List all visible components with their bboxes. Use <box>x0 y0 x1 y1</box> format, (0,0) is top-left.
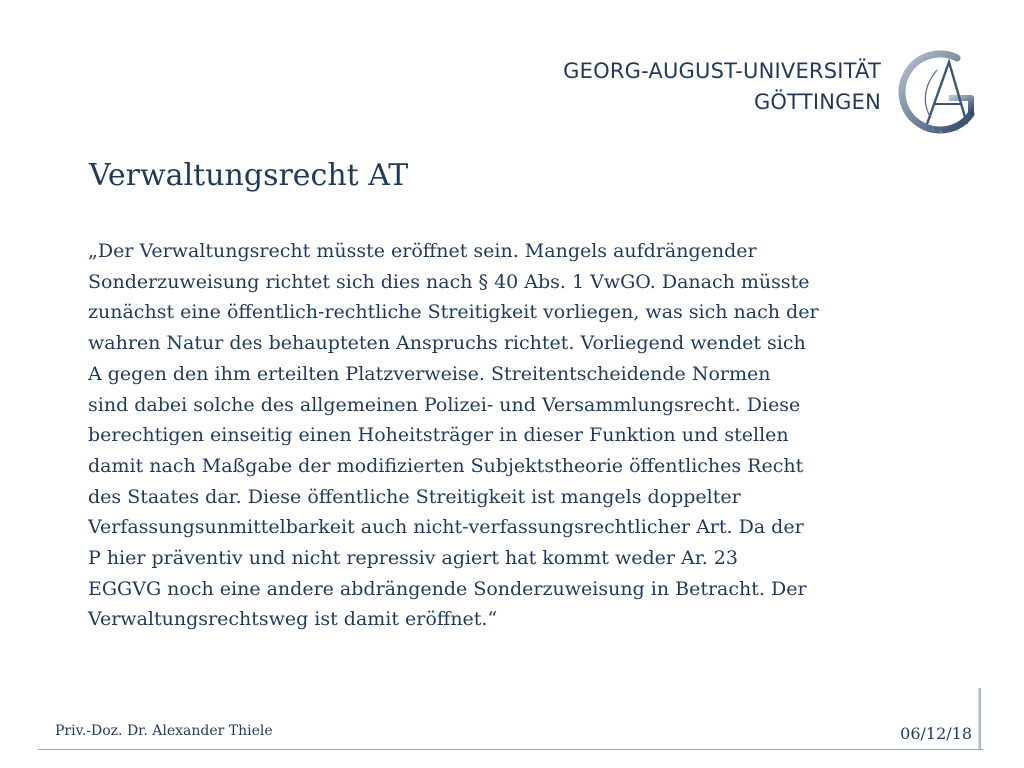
slide-title: Verwaltungsrecht AT <box>89 158 409 193</box>
quote-body <box>88 236 958 635</box>
university-name <box>563 56 881 118</box>
quote-line: wahren Natur des behaupteten Anspruchs richtet. Vorliegend wendet sich <box>88 332 806 355</box>
footer-divider <box>38 749 983 750</box>
university-name-line2: GÖTTINGEN <box>753 90 881 114</box>
footer-vertical-divider <box>978 688 981 750</box>
quote-line: Verfassungsunmittelbarkeit auch nicht-verfassungsrechtlicher Art. Da der <box>88 516 804 539</box>
footer-author: Priv.-Doz. Dr. Alexander Thiele <box>55 723 273 739</box>
quote-line: A gegen den ihm erteilten Platzverweise. Streitentscheidende Normen <box>88 362 771 385</box>
quote-line: EGGVG noch eine andere abdrängende Sonderzuweisung in Betracht. Der <box>88 577 807 600</box>
quote-line: sind dabei solche des allgemeinen Polizei- und Versammlungsrecht. Diese <box>88 393 801 416</box>
quote-line: P hier präventiv und nicht repressiv agiert hat kommt weder Ar. 23 <box>88 547 738 570</box>
quote-line: „Der Verwaltungsrecht müsste eröffnet sein. Mangels aufdrängender <box>88 240 757 262</box>
quote-line: damit nach Maßgabe der modifizierten Subjektstheorie öffentliches Recht <box>88 454 804 477</box>
quote-line: zunächst eine öffentlich-rechtliche Streitigkeit vorliegen, was sich nach der <box>88 301 819 324</box>
quote-line: berechtigen einseitig einen Hoheitsträger in dieser Funktion und stellen <box>88 424 789 447</box>
quote-line: Sonderzuweisung richtet sich dies nach § 40 Abs. 1 VwGO. Danach müsste <box>88 270 810 293</box>
university-name-line1: GEORG-AUGUST-UNIVERSITÄT <box>563 59 881 83</box>
quote-line: des Staates dar. Diese öffentliche Streitigkeit ist mangels doppelter <box>88 485 741 508</box>
university-seal-icon <box>897 48 989 140</box>
quote-line: Verwaltungsrechtsweg ist damit eröffnet.“ <box>88 608 498 631</box>
footer-date: 06/12/18 <box>900 724 972 743</box>
